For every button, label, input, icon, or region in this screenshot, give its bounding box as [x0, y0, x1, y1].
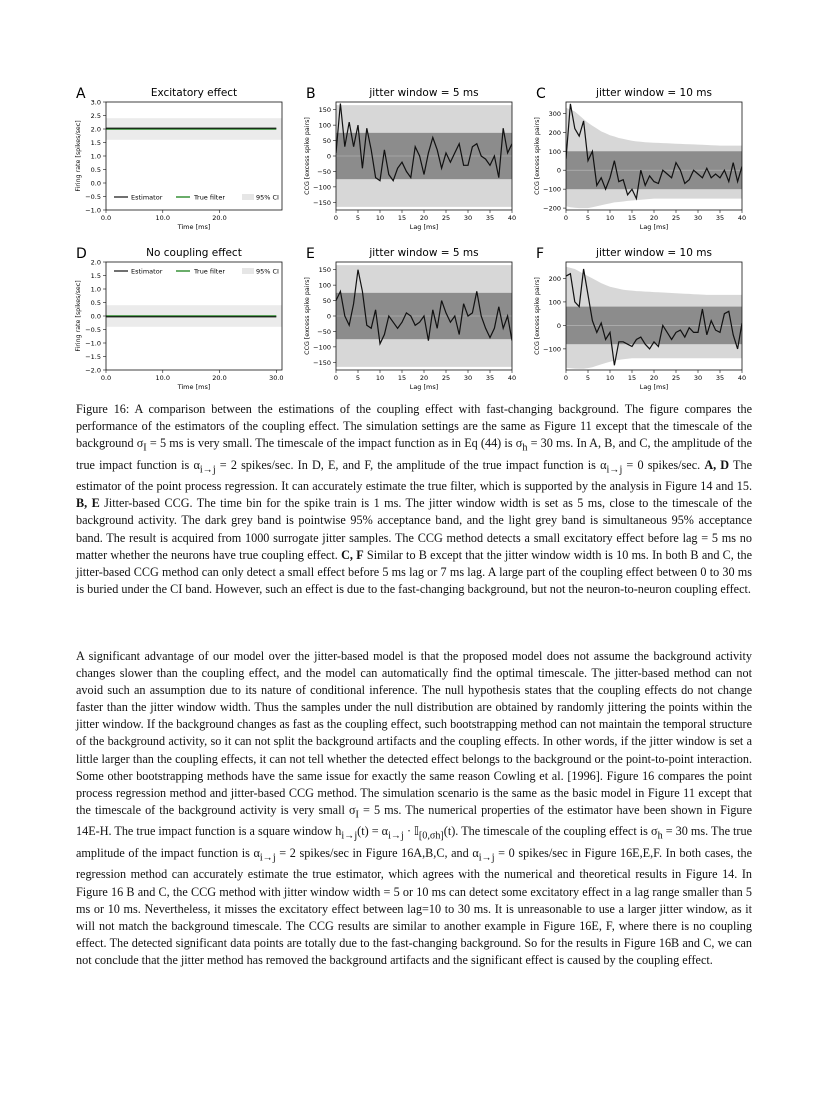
legend-estimator-label: Estimator [131, 267, 163, 276]
x-tick-label: 10 [375, 374, 385, 382]
caption-bold: A, D [704, 457, 730, 472]
x-axis-label: Lag [ms] [409, 223, 439, 231]
panel-B [304, 86, 516, 231]
panel-letter: F [536, 246, 545, 262]
caption-text: = 30 ms. In A, B, and C, the amplitude of the true impact function is α [76, 436, 752, 472]
x-tick-label: 35 [715, 214, 725, 222]
body-subscript: i→j [478, 852, 495, 864]
x-tick-label: 10.0 [155, 214, 171, 222]
legend-true-label: True filter [194, 193, 225, 202]
x-tick-label: 35 [485, 214, 495, 222]
y-tick-label: 100 [318, 121, 331, 130]
y-tick-label: 1.5 [90, 272, 101, 280]
caption-text: The estimator of the point process regression. It can accurately estimate the true filter, which is supported by the analysis in Figure 14 and 15. [76, 457, 753, 494]
x-tick-label: 20 [419, 374, 429, 382]
body-text: · 𝕀 [403, 824, 419, 839]
y-tick-label: −150 [313, 358, 331, 367]
caption-subscript: i→j [606, 464, 623, 476]
x-axis-label: Lag [ms] [639, 383, 669, 391]
x-tick-label: 30 [463, 374, 473, 382]
y-tick-label: 1.0 [90, 152, 101, 161]
y-tick-label: 0 [556, 321, 561, 330]
x-tick-label: 25 [671, 214, 681, 222]
y-tick-label: 2.0 [90, 258, 101, 267]
y-tick-label: 0 [556, 166, 561, 175]
y-tick-label: 0.0 [90, 179, 101, 188]
body-subscript: I [355, 809, 359, 821]
caption-text: A comparison between the estimations of the coupling effect with fast-changing background. The figure compares the performance of the estimators of the coupling effect. The simulation settings are the same as Figure 11 except that the timescale of the background σ [76, 402, 752, 451]
y-tick-label: −2.0 [85, 366, 101, 375]
panel-F [534, 246, 746, 391]
legend-ci-label: 95% CI [256, 193, 279, 202]
figure-16 [70, 82, 760, 392]
panel-title: No coupling effect [146, 247, 242, 259]
x-tick-label: 25 [671, 374, 681, 382]
panel-A [75, 86, 282, 231]
y-tick-label: 200 [548, 274, 561, 283]
caption-subscript: i→j [199, 464, 216, 476]
x-tick-label: 10 [375, 214, 385, 222]
y-tick-label: 0.5 [90, 299, 101, 307]
plot-area [336, 265, 512, 367]
x-tick-label: 25 [441, 374, 451, 382]
y-tick-label: 150 [318, 106, 331, 115]
x-tick-label: 15 [627, 214, 637, 222]
y-tick-label: 150 [318, 266, 331, 275]
caption-text: = 5 ms is very small. The timescale of the impact function as in Eq (44) is σ [146, 436, 523, 451]
y-tick-label: −100 [313, 183, 331, 192]
y-tick-label: 2.0 [90, 125, 101, 134]
panel-title: jitter window = 10 ms [596, 247, 712, 259]
y-tick-label: −1.5 [85, 353, 101, 361]
x-tick-label: 20 [649, 374, 659, 382]
y-tick-label: 50 [322, 137, 331, 146]
x-tick-label: 40 [507, 374, 517, 382]
y-tick-label: −100 [543, 185, 561, 194]
caption-text: = 2 spikes/sec. In D, E, and F, the amplitude of the true impact function is α [215, 457, 607, 472]
x-axis-label: Lag [ms] [409, 383, 439, 391]
plot-area [336, 104, 512, 207]
x-tick-label: 30 [693, 374, 703, 382]
x-tick-label: 30 [463, 214, 473, 222]
x-tick-label: 15 [397, 214, 407, 222]
panel-letter: C [536, 86, 546, 102]
body-text: A significant advantage of our model over the jitter-based model is that the proposed model does not assume the background activity changes slower than the coupling effect, and the model can automatically find the optimal timescale. The jitter-based method can not avoid such an assumption due to its nature of conditional inference. The null hypothesis states that the coupling effects do not change faster than the jitter window width. Thus the samples under the null distribution are obtained by randomly jittering the points within the jitter window. If the background changes as fast as the coupling effect, such bootstrapping method can not maintain the temporal structure of the background activity, so it can not split the background artifacts and the coupling effects. In other words, if the jitter window is set a little larger than the coupling effects, it can not tell whether the detected effect belongs to the background or the point-to-point interaction. Some other bootstrapping methods have the same issue for exactly the same reason Cowling et al. [1996]. Figure 16 compares the point process regression method and jitter-based CCG method. The simulation scenario is the same as the basic model in Figure 11 except that the timescale of the background activity is very small σ [76, 649, 752, 817]
x-tick-label: 40 [737, 214, 747, 222]
panel-title: jitter window = 5 ms [369, 247, 479, 259]
panel-D [75, 246, 284, 391]
body-text: = 30 ms. The true amplitude of the impact function is α [76, 824, 752, 860]
body-text: (t) = α [357, 824, 389, 839]
y-tick-label: 1.0 [90, 285, 101, 294]
caption-text: Jitter-based CCG. The time bin for the spike train is 1 ms. The jitter window width is set as 5 ms, close to the timescale of the background activity. The dark grey band is pointwise 95% acceptance band, and the light grey band is simultaneous 95% acceptance band. The result is acquired from 1000 surrogate jitter samples. The CCG method detects a small excitatory effect before lag = 5 ms no matter whether the neurons have true coupling effect. [76, 496, 753, 562]
y-tick-label: 100 [548, 147, 561, 156]
body-paragraph [76, 648, 752, 969]
x-tick-label: 35 [715, 374, 725, 382]
y-tick-label: 200 [548, 128, 561, 137]
y-tick-label: 100 [318, 281, 331, 290]
legend-estimator-label: Estimator [131, 193, 163, 202]
x-tick-label: 10 [605, 374, 615, 382]
caption-bold: B, E [76, 496, 100, 511]
plot-area [106, 118, 282, 140]
caption-text: Similar to B except that the jitter window width is 10 ms. In both B and C, the jitter-based CCG method can only detect a small effect before 5 ms lag or 7 ms lag. A large part of the coupling effect between 0 to 30 ms is buried under the CI band. However, such an effect is due to the fast-changing background, but not the neuron-to-neuron coupling effect. [76, 547, 753, 596]
x-tick-label: 40 [737, 374, 747, 382]
x-axis-label: Time [ms] [177, 383, 211, 391]
y-axis-label: Firing rate [spikes/sec] [75, 120, 82, 192]
x-tick-label: 20 [419, 214, 429, 222]
x-tick-label: 20.0 [212, 214, 227, 222]
panel-title: jitter window = 5 ms [369, 87, 479, 99]
caption-bold: C, F [341, 547, 364, 562]
legend-ci-label: 95% CI [256, 267, 279, 276]
x-tick-label: 15 [627, 374, 637, 382]
x-tick-label: 10 [605, 214, 615, 222]
x-tick-label: 20.0 [212, 374, 227, 382]
panel-letter: D [76, 246, 87, 262]
body-text: = 2 spikes/sec in Figure 16A,B,C, and α [275, 845, 479, 860]
x-tick-label: 30 [693, 214, 703, 222]
legend-true-label: True filter [194, 267, 225, 276]
y-tick-label: 1.5 [90, 139, 101, 147]
caption-subscript: I [143, 442, 147, 454]
figure-caption [76, 401, 752, 598]
x-tick-label: 5 [585, 214, 591, 222]
y-tick-label: −100 [543, 345, 561, 354]
body-subscript: i→j [341, 830, 358, 842]
x-tick-label: 5 [355, 214, 361, 222]
x-tick-label: 0 [333, 214, 339, 222]
y-tick-label: 50 [322, 297, 331, 306]
x-tick-label: 0.0 [100, 214, 112, 222]
x-tick-label: 10.0 [155, 374, 171, 382]
y-tick-label: 100 [548, 298, 561, 307]
panel-title: Excitatory effect [150, 87, 238, 99]
x-tick-label: 40 [507, 214, 517, 222]
y-tick-label: −50 [317, 167, 331, 176]
y-tick-label: −200 [543, 204, 561, 213]
plot-area [106, 305, 282, 327]
x-tick-label: 15 [397, 374, 407, 382]
y-tick-label: 0.5 [90, 166, 101, 174]
panel-letter: E [306, 246, 315, 262]
x-tick-label: 0 [563, 214, 569, 222]
body-subscript: i→j [388, 830, 404, 842]
figure-16-panels [70, 82, 760, 392]
legend [114, 268, 279, 276]
y-tick-label: −50 [317, 327, 331, 336]
y-tick-label: −100 [313, 343, 331, 352]
y-tick-label: 0 [326, 152, 331, 161]
body-subscript: i→j [259, 852, 276, 864]
x-axis-label: Lag [ms] [639, 223, 669, 231]
x-tick-label: 0 [563, 374, 569, 382]
legend-ci-swatch [242, 194, 254, 200]
y-axis-label: CCG [excess spike pairs] [304, 117, 311, 195]
y-tick-label: −150 [313, 198, 331, 207]
y-tick-label: −1.0 [85, 339, 101, 348]
panel-letter: B [306, 86, 316, 102]
y-axis-label: CCG [excess spike pairs] [534, 117, 541, 195]
x-tick-label: 0 [333, 374, 339, 382]
x-tick-label: 20 [649, 214, 659, 222]
x-tick-label: 35 [485, 374, 495, 382]
y-tick-label: 300 [548, 109, 561, 118]
x-tick-label: 5 [585, 374, 591, 382]
y-tick-label: −1.0 [85, 206, 101, 215]
body-text: = 5 ms. The numerical properties of the estimator have been shown in Figure 14E-H. The true impact function is a square window h [76, 802, 752, 839]
x-tick-label: 30.0 [269, 374, 284, 382]
y-tick-label: −0.5 [85, 193, 101, 201]
y-tick-label: 0.0 [90, 312, 101, 321]
legend-ci-swatch [242, 268, 254, 274]
y-axis-label: CCG [excess spike pairs] [304, 277, 311, 355]
caption-subscript: h [522, 442, 528, 454]
y-tick-label: 2.5 [90, 112, 101, 120]
x-tick-label: 25 [441, 214, 451, 222]
y-tick-label: 3.0 [90, 98, 101, 107]
y-tick-label: 0 [326, 312, 331, 321]
x-axis-label: Time [ms] [177, 223, 211, 231]
y-axis-label: CCG [excess spike pairs] [534, 277, 541, 355]
body-text: = 0 spikes/sec in Figure 16E,E,F. In both cases, the regression method can accurately estimate the true estimator, which agrees with the numerical and theoretical results in Figure 14. In Figure 16 B and C, the CCG method with jitter window width = 5 or 10 ms can detect some excitatory effect in a lag range smaller than 5 ms or 10 ms. Nevertheless, it misses the excitatory effect between lag=10 to 30 ms. It is unreasonable to use a larger jitter window, as it will not match the background timescale. The CCG results are similar to another example in Figure 16E, F, where there is no coupling effect. The detected significant data points are totally due to the fast-changing background. So for the results in Figure 16B and C, we can not conclude that the jitter method has removed the background artifacts and the significant effect is caused by the coupling effect. [76, 845, 752, 967]
plot-area [566, 104, 742, 208]
y-tick-label: −0.5 [85, 326, 101, 334]
body-text: (t). The timescale of the coupling effect is σ [443, 824, 658, 839]
y-axis-label: Firing rate [spikes/sec] [75, 280, 82, 352]
legend [114, 194, 279, 202]
panel-C [534, 86, 746, 231]
x-tick-label: 5 [355, 374, 361, 382]
plot-area [566, 267, 742, 369]
body-subscript: h [657, 830, 663, 842]
panel-title: jitter window = 10 ms [596, 87, 712, 99]
caption-text: = 0 spikes/sec. [622, 457, 705, 472]
body-subscript: [0,σh] [418, 830, 444, 842]
panel-letter: A [76, 86, 86, 102]
caption-label: Figure 16: [76, 402, 135, 416]
x-tick-label: 0.0 [100, 374, 112, 382]
panel-E [304, 246, 516, 391]
